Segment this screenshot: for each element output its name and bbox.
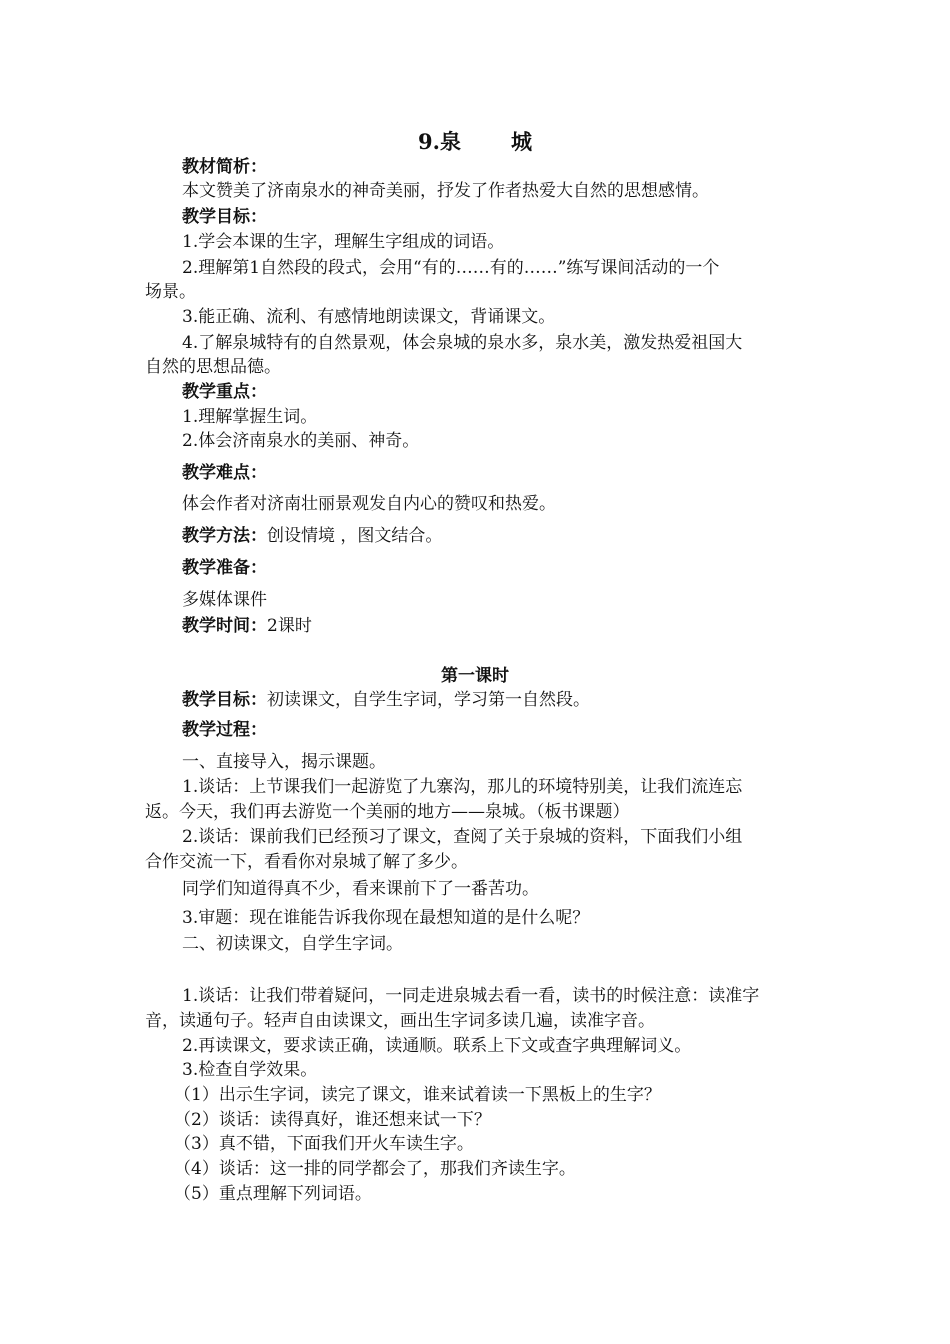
intro-text: 本文赞美了济南泉水的神奇美丽，抒发了作者热爱大自然的思想感情。	[182, 181, 709, 201]
process-line: 2.再读课文，要求读正确，读通顺。联系上下文或查字典理解词义。	[182, 1036, 692, 1056]
intro-heading: 教材简析：	[182, 157, 267, 177]
process-line: （5）重点理解下列词语。	[174, 1184, 372, 1204]
process-heading: 教学过程：	[182, 720, 267, 740]
lesson-goal-text: 初读课文，自学生字词，学习第一自然段。	[267, 690, 590, 710]
difficulty-heading: 教学难点：	[182, 463, 267, 483]
process-line: （4）谈话：这一排的同学都会了，那我们齐读生字。	[174, 1159, 576, 1179]
goal-line: 4.了解泉城特有的自然景观，体会泉城的泉水多，泉水美，激发热爱祖国大	[182, 333, 743, 353]
key-point-line: 2.体会济南泉水的美丽、神奇。	[182, 431, 420, 451]
method-line	[182, 524, 810, 548]
process-line: 1.谈话：让我们带着疑问，一同走进泉城去看一看，读书的时候注意：读准字	[182, 986, 760, 1006]
prep-heading: 教学准备：	[182, 558, 267, 578]
process-line: 2.谈话：课前我们已经预习了课文，查阅了关于泉城的资料，下面我们小组	[182, 827, 743, 847]
title-rest: 城	[510, 129, 532, 154]
lesson-title: 第一课时	[441, 666, 509, 686]
process-line: 合作交流一下，看看你对泉城了解了多少。	[145, 852, 468, 872]
process-line: 音，读通句子。轻声自由读课文，画出生字词多读几遍，读准字音。	[145, 1011, 655, 1031]
goal-line: 1.学会本课的生字，理解生字组成的词语。	[182, 232, 505, 252]
time-heading: 教学时间：	[182, 616, 267, 636]
key-point-line: 1.理解掌握生词。	[182, 407, 318, 427]
goal-line: 自然的思想品德。	[145, 357, 281, 377]
prep-text: 多媒体课件	[182, 590, 267, 610]
lesson-goal-heading: 教学目标：	[182, 690, 267, 710]
lesson-goal-line	[182, 688, 810, 712]
difficulty-text: 体会作者对济南壮丽景观发自内心的赞叹和热爱。	[182, 494, 556, 514]
process-line: 同学们知道得真不少，看来课前下了一番苦功。	[182, 879, 539, 899]
process-line: 二、初读课文，自学生字词。	[182, 934, 403, 954]
process-line: 返。今天，我们再去游览一个美丽的地方——泉城。（板书课题）	[145, 802, 630, 822]
process-line: 1.谈话：上节课我们一起游览了九寨沟，那儿的环境特别美，让我们流连忘	[182, 777, 743, 797]
process-line: （1）出示生字词，读完了课文，谁来试着读一下黑板上的生字？	[174, 1085, 661, 1105]
goals-heading: 教学目标：	[182, 207, 267, 227]
document-title	[0, 128, 950, 156]
method-text: 创设情境 ，图文结合。	[267, 526, 443, 546]
process-line: 3.检查自学效果。	[182, 1060, 318, 1080]
goal-line: 3.能正确、流利、有感情地朗读课文，背诵课文。	[182, 307, 556, 327]
key-points-heading: 教学重点：	[182, 382, 267, 402]
process-line: 3.审题：现在谁能告诉我你现在最想知道的是什么呢？	[182, 908, 590, 928]
process-line: （2）谈话：读得真好，谁还想来试一下？	[174, 1110, 491, 1130]
process-line: 一、直接导入，揭示课题。	[182, 752, 386, 772]
goal-line: 场景。	[145, 282, 196, 302]
time-text: 2课时	[267, 616, 312, 636]
goal-line: 2.理解第1自然段的段式，会用“有的……有的……”练写课间活动的一个	[182, 258, 720, 278]
method-heading: 教学方法：	[182, 526, 267, 546]
time-line	[182, 614, 810, 638]
title-number: 9.泉	[418, 129, 461, 154]
process-line: （3）真不错，下面我们开火车读生字。	[174, 1134, 474, 1154]
